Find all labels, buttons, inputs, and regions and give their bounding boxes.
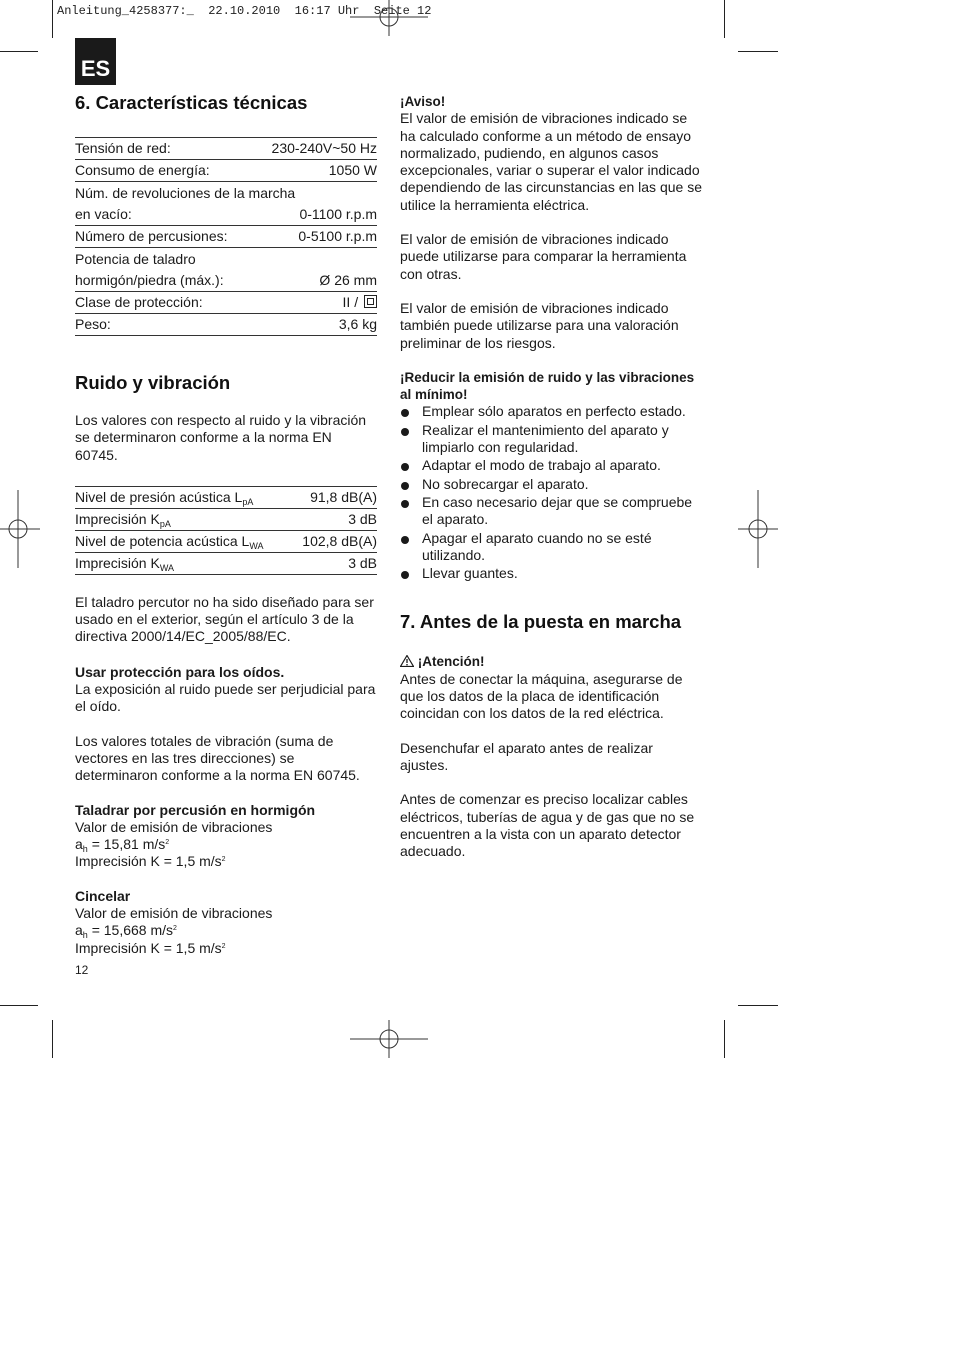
outdoor-note: El taladro percutor no ha sido diseñado para ser usado en el exterior, según el artículo 3 de la directiva 2000/14/EC_2005/88/EC. xyxy=(75,593,374,645)
aviso-title: ¡Aviso! xyxy=(400,94,446,109)
list-item-text: No sobrecargar el aparato. xyxy=(422,475,589,492)
sound-label-sub: WA xyxy=(249,540,264,551)
protection-class-text: II / xyxy=(342,294,359,310)
spec-label: Núm. de revoluciones de la marcha xyxy=(75,185,296,201)
unit-sup: 2 xyxy=(165,839,170,847)
list-item-text: Llevar guantes. xyxy=(422,565,518,582)
list-item xyxy=(400,403,702,420)
sound-row xyxy=(75,509,377,531)
chisel-ah-value xyxy=(75,922,377,939)
registration-mark-right xyxy=(738,490,778,568)
unit-sup: 2 xyxy=(173,925,177,933)
bullet-icon xyxy=(401,428,409,436)
bullet-icon xyxy=(401,571,409,579)
registration-mark-bottom xyxy=(350,1020,428,1058)
ear-protection-title: Usar protección para los oídos. xyxy=(75,663,285,680)
page-number: 12 xyxy=(75,962,89,977)
drill-title: Taladrar por percusión en hormigón xyxy=(75,801,316,818)
noise-section-title: Ruido y vibración xyxy=(75,372,231,393)
sound-label-text: Imprecisión K xyxy=(75,554,160,571)
reduce-title: ¡Reducir la emisión de ruido y las vibraciones al mínimo! xyxy=(400,369,695,403)
warning-icon xyxy=(400,655,414,667)
sound-table xyxy=(75,486,377,575)
sound-label xyxy=(75,533,264,549)
ah-symbol: a xyxy=(75,836,83,853)
spec-label: Tensión de red: xyxy=(75,140,171,156)
ah-number: = 15,81 m/s xyxy=(87,836,166,853)
registration-mark-left xyxy=(0,490,40,568)
spec-row xyxy=(75,160,377,182)
sound-value: 3 dB xyxy=(348,510,377,527)
aviso-paragraph: El valor de emisión de vibraciones indicado también puede utilizarse para una valoración preliminar de los riesgos. xyxy=(400,299,679,351)
ah-symbol: a xyxy=(75,922,83,939)
ah-number: = 15,668 m/s xyxy=(87,922,174,939)
list-item-text: Emplear sólo aparatos en perfecto estado. xyxy=(422,403,686,420)
atencion-paragraph: Antes de comenzar es preciso localizar cables eléctricos, tuberías de agua y de gas que no se encuentren a la vista con un aparato detector adecuado. xyxy=(400,791,695,860)
sound-value: 102,8 dB(A) xyxy=(302,532,377,549)
list-item-text: Realizar el mantenimiento del aparato y limpiarlo con regularidad. xyxy=(422,421,669,456)
bullet-icon xyxy=(401,409,409,417)
chisel-k-value xyxy=(75,940,377,957)
spec-row xyxy=(75,182,377,204)
aviso-paragraph: El valor de emisión de vibraciones indicado puede utilizarse para comparar la herramienta con otras. xyxy=(400,231,687,282)
crop-mark xyxy=(738,51,778,52)
right-column xyxy=(400,93,702,860)
sound-label-sub: WA xyxy=(159,562,174,573)
list-item-text: En caso necesario dejar que se compruebe el aparato. xyxy=(422,493,693,528)
spec-row xyxy=(75,204,377,226)
noise-intro: Los valores con respecto al ruido y la vibración se determinaron conforme a la norma EN 60745. xyxy=(75,412,367,463)
left-column xyxy=(75,92,377,979)
bullet-icon xyxy=(401,463,409,471)
list-item xyxy=(400,565,702,582)
spec-row xyxy=(75,138,377,160)
sound-row xyxy=(75,553,377,575)
drill-k-value xyxy=(75,853,377,870)
sound-label xyxy=(75,489,253,505)
spec-row xyxy=(75,314,377,336)
spec-row xyxy=(75,226,377,248)
list-item xyxy=(400,494,702,529)
ah-sub: h xyxy=(82,930,88,941)
k-text: Imprecisión K = 1,5 m/s xyxy=(75,939,222,956)
atencion-paragraph: Antes de conectar la máquina, asegurarse de que los datos de la placa de identificación coincidan con los datos de la red eléctrica. xyxy=(400,670,683,722)
sound-label-sub: pA xyxy=(242,496,254,507)
spec-label: en vacío: xyxy=(75,206,132,222)
bullet-icon xyxy=(401,482,409,490)
sound-row xyxy=(75,487,377,509)
spec-table xyxy=(75,137,377,336)
sound-label xyxy=(75,555,174,571)
k-text: Imprecisión K = 1,5 m/s xyxy=(75,853,222,870)
spec-label: Potencia de taladro xyxy=(75,251,196,267)
spec-label: Consumo de energía: xyxy=(75,162,210,178)
list-item xyxy=(400,457,702,474)
spec-value: Ø 26 mm xyxy=(319,272,377,288)
unit-sup: 2 xyxy=(221,856,226,864)
list-item xyxy=(400,422,702,457)
bullet-icon xyxy=(401,500,409,508)
spec-value: 3,6 kg xyxy=(338,316,377,332)
spec-label: Clase de protección: xyxy=(75,294,203,310)
unit-sup: 2 xyxy=(221,942,226,950)
spec-value: 0-1100 r.p.m xyxy=(299,206,377,222)
atencion-heading xyxy=(400,653,702,670)
sound-label xyxy=(75,511,171,527)
sound-value: 91,8 dB(A) xyxy=(310,488,377,505)
spec-value: 230-240V~50 Hz xyxy=(271,140,377,156)
crop-mark xyxy=(52,0,53,38)
spec-label: Número de percusiones: xyxy=(75,228,228,244)
vibration-total-text: Los valores totales de vibración (suma de vectores en las tres direcciones) se determinaron conforme a la norma EN 60745. xyxy=(75,732,360,784)
spec-label: hormigón/piedra (máx.): xyxy=(75,272,224,288)
atencion-paragraph: Desenchufar el aparato antes de realizar ajustes. xyxy=(400,739,653,773)
chisel-title: Cincelar xyxy=(75,887,131,904)
spec-row xyxy=(75,292,377,314)
bullet-icon xyxy=(401,536,409,544)
ah-sub: h xyxy=(82,844,88,855)
list-item xyxy=(400,530,702,565)
aviso-paragraph: El valor de emisión de vibraciones indicado se ha calculado conforme a un método de ensayo normalizado, pudiendo, en algunos casos excepcionales, variar o superar el valor indicado dependiendo de las circunstancias en las que se utilice la herramienta eléctrica. xyxy=(400,110,702,213)
sound-value: 3 dB xyxy=(348,554,377,571)
chisel-emission-label: Valor de emisión de vibraciones xyxy=(75,905,273,922)
sound-label-text: Imprecisión K xyxy=(75,510,160,527)
spec-value xyxy=(343,294,377,310)
sound-label-text: Nivel de presión acústica L xyxy=(75,488,243,505)
crop-mark xyxy=(724,0,725,38)
drill-emission-label: Valor de emisión de vibraciones xyxy=(75,818,273,835)
crop-mark xyxy=(0,51,38,52)
registration-mark-top xyxy=(350,0,428,36)
list-item-text: Adaptar el modo de trabajo al aparato. xyxy=(422,457,661,474)
crop-mark xyxy=(738,1005,778,1006)
section-7-title: 7. Antes de la puesta en marcha xyxy=(400,611,682,633)
crop-mark xyxy=(0,1005,38,1006)
ear-protection-text: La exposición al ruido puede ser perjudicial para el oído. xyxy=(75,681,376,715)
sound-label-sub: pA xyxy=(159,518,171,529)
spec-value: 0-5100 r.p.m xyxy=(298,228,377,244)
crop-mark xyxy=(52,1020,53,1058)
section-6-title: 6. Características técnicas xyxy=(75,92,308,113)
sound-label-text: Nivel de potencia acústica L xyxy=(75,532,250,549)
spec-label: Peso: xyxy=(75,316,111,332)
drill-ah-value xyxy=(75,836,377,853)
list-item xyxy=(400,476,702,493)
list-item-text: Apagar el aparato cuando no se esté utilizando. xyxy=(422,529,652,563)
language-badge: ES xyxy=(75,38,116,85)
crop-mark xyxy=(724,1020,725,1058)
spec-row xyxy=(75,248,377,270)
reduce-list xyxy=(400,403,702,582)
protection-class-ii-icon xyxy=(364,295,377,308)
spec-row xyxy=(75,270,377,292)
sound-row xyxy=(75,531,377,553)
spec-value: 1050 W xyxy=(328,162,377,178)
atencion-title: ¡Atención! xyxy=(417,654,485,670)
print-header: Anleitung_4258377:_ 22.10.2010 16:17 Uhr Seite 12 xyxy=(57,4,432,18)
